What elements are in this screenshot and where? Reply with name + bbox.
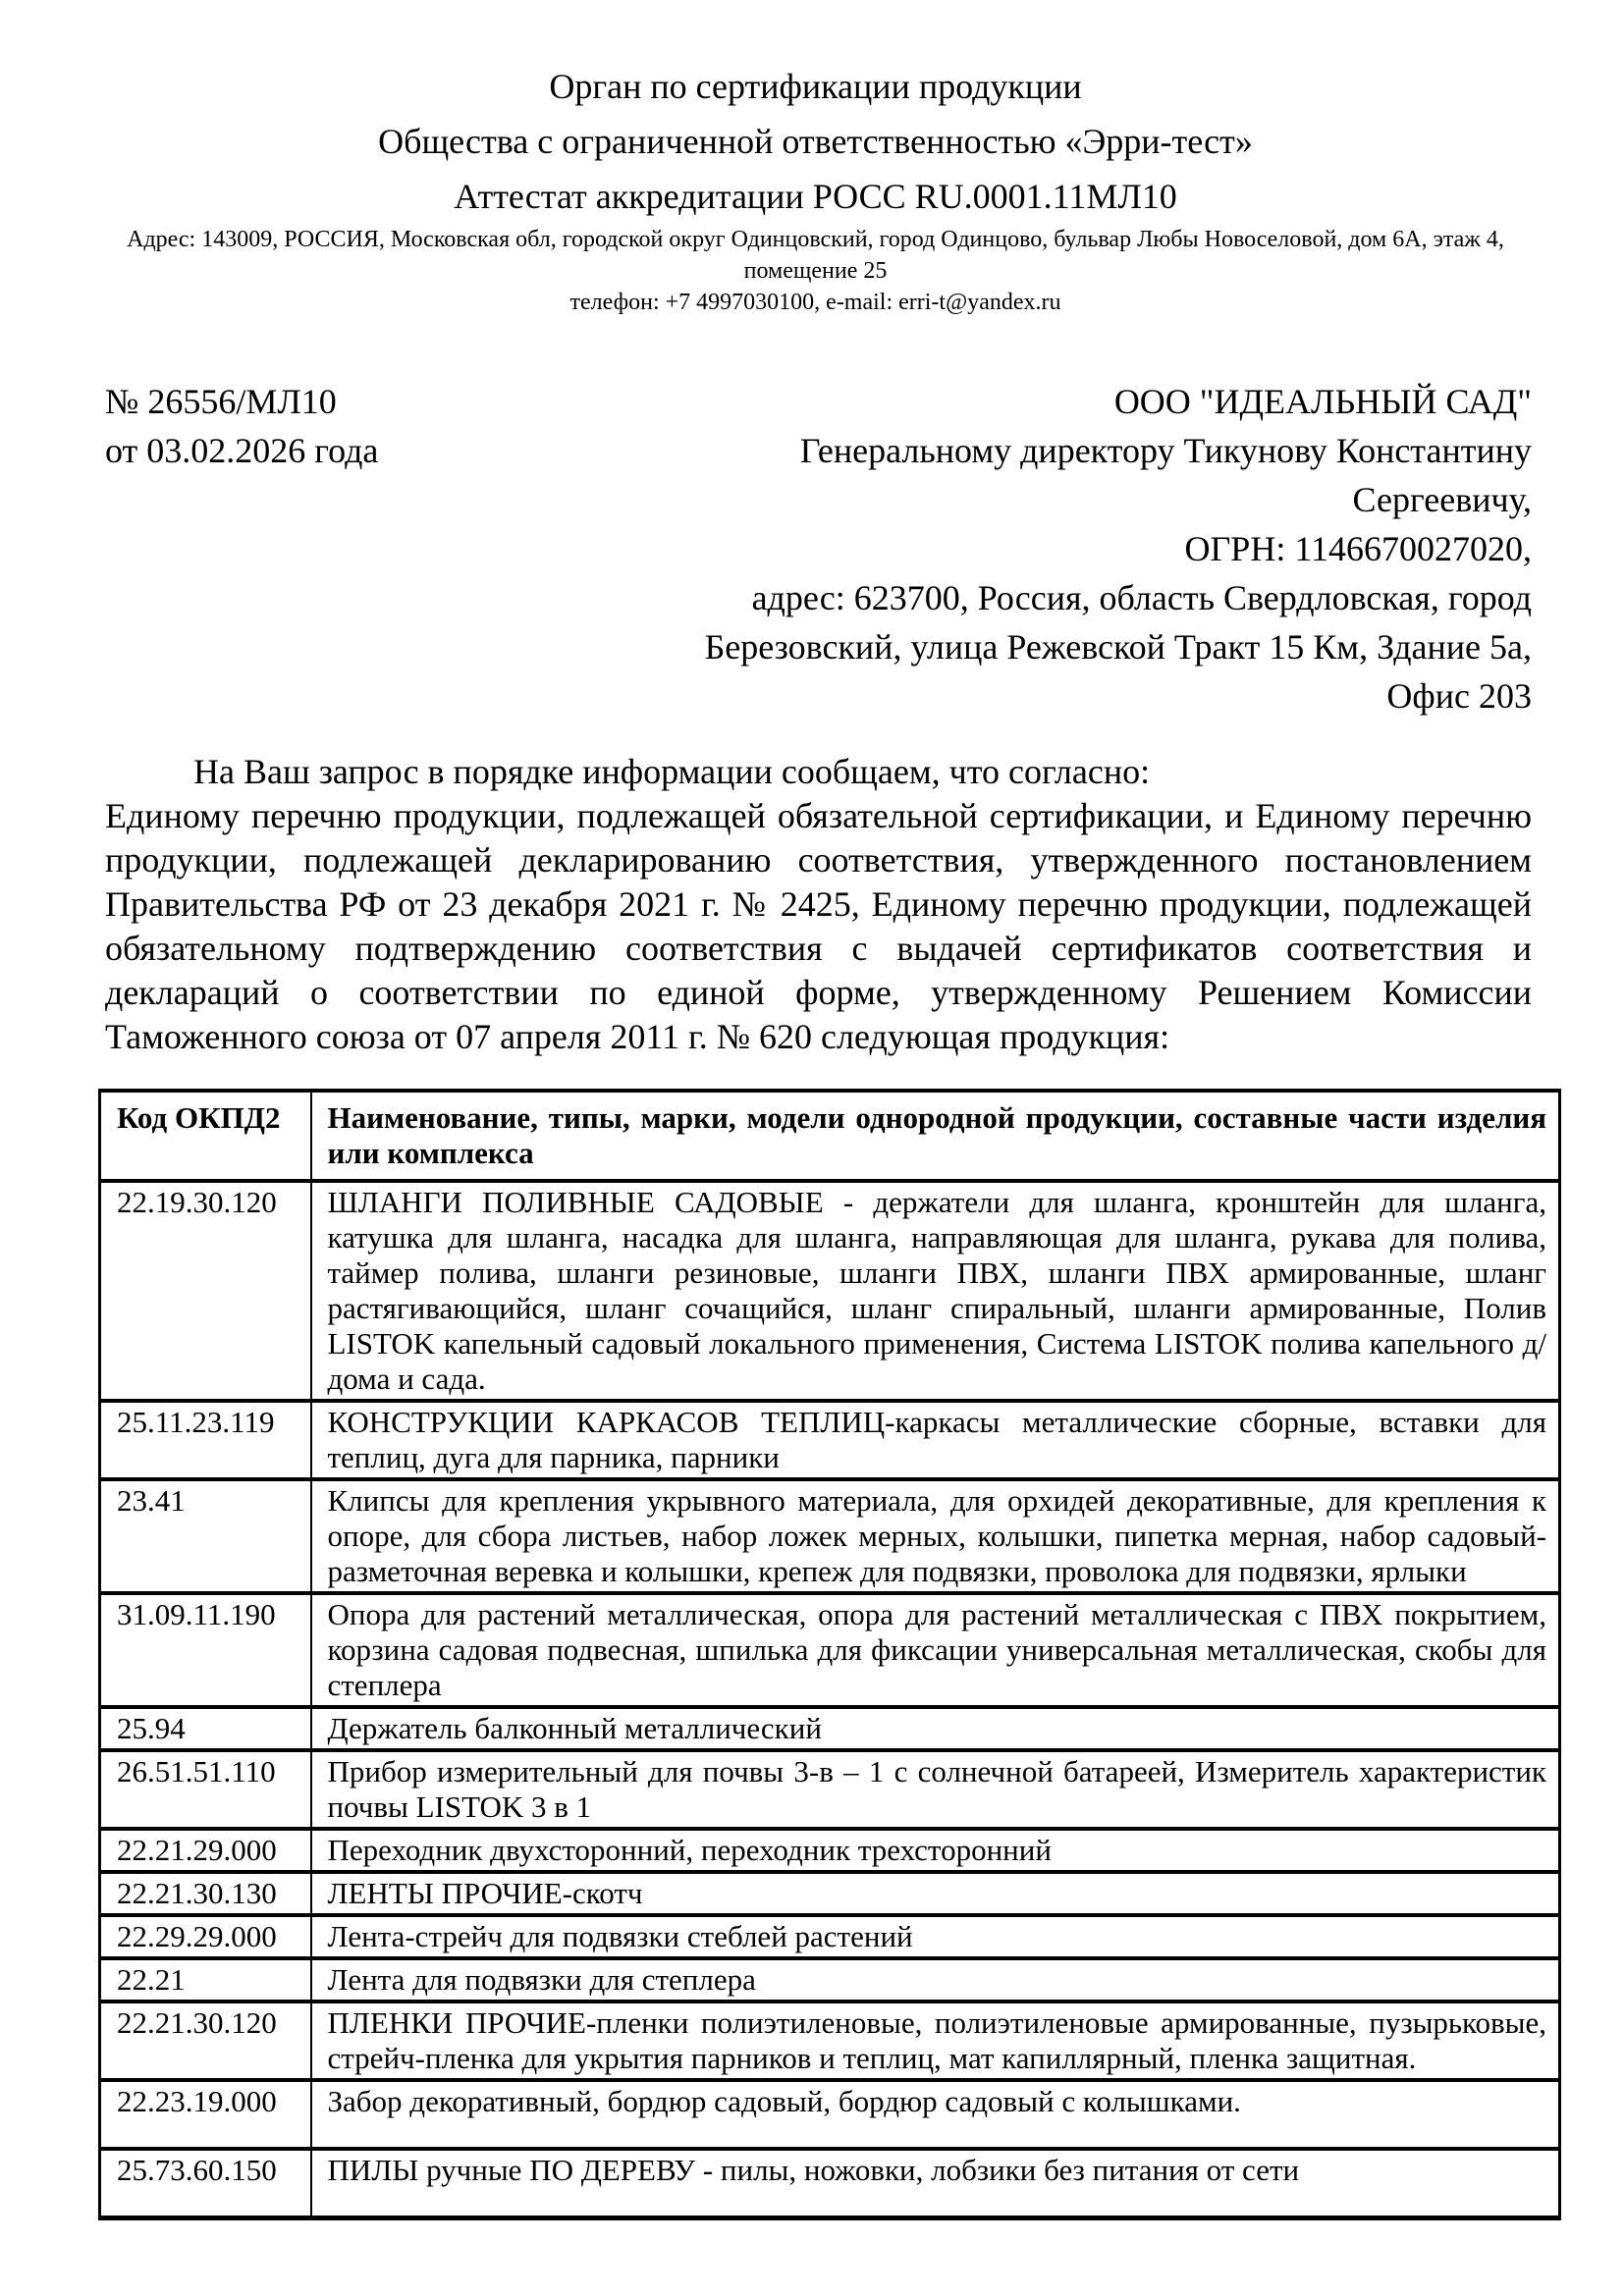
okpd-code-cell: 26.51.51.110 [100, 1750, 311, 1829]
product-description-cell: ПЛЕНКИ ПРОЧИЕ-пленки полиэтиленовые, полиэтиленовые армированные, пузырьковые, стрейч-пленка для укрытия парников и теплиц, мат капиллярный, пленка защитная. [311, 2002, 1560, 2080]
okpd-code-cell: 22.21.29.000 [100, 1829, 311, 1872]
product-description-cell: Держатель балконный металлический [311, 1707, 1560, 1750]
table-row [100, 1479, 1560, 1593]
product-description-cell: Лента-стрейч для подвязки стеблей растений [311, 1915, 1560, 1958]
okpd-code-cell: 22.29.29.000 [100, 1915, 311, 1958]
okpd-code-cell: 22.21 [100, 1958, 311, 2002]
table-row [100, 1750, 1560, 1829]
reference-and-addressee [105, 377, 1532, 721]
addressee-line: Сергеевичу, [1352, 480, 1532, 519]
product-description-cell: Клипсы для крепления укрывного материала, для орхидей декоративные, для крепления к опоре, для сбора листьев, набор ложек мерных, колышки, пипетка мерная, набор садовый-разметочная веревка и колышки, крепеж для подвязки, проволока для подвязки, ярлыки [311, 1479, 1560, 1593]
letter-date: от 03.02.2026 года [105, 431, 379, 470]
letter-number: № 26556/МЛ10 [105, 382, 337, 421]
product-description-cell: ШЛАНГИ ПОЛИВНЫЕ САДОВЫЕ - держатели для шланга, кронштейн для шланга, катушка для шланга, насадка для шланга, направляющая для шланга, рукава для полива, таймер полива, шланги резиновые, шланги ПВХ, шланги ПВХ армированные, шланг растягивающийся, шланг сочащийся, шланг спиральный, шланги армированные, Полив LISTOK капельный садовый локального применения, Система LISTOK полива капельного д/дома и сада. [311, 1181, 1560, 1401]
letterhead-org-name: Общества с ограниченной ответственностью «Эрри-тест» [378, 122, 1253, 161]
okpd-code-cell: 25.94 [100, 1707, 311, 1750]
letterhead-accreditation: Аттестат аккредитации РОСС RU.0001.11МЛ10 [454, 177, 1177, 216]
addressee-line: Офис 203 [1386, 676, 1532, 716]
table-row [100, 1915, 1560, 1958]
okpd-code-cell: 22.23.19.000 [100, 2080, 311, 2149]
addressee-line: ОГРН: 1146670027020, [1184, 529, 1532, 568]
letterhead-org-type: Орган по сертификации продукции [549, 67, 1082, 106]
products-table [98, 1089, 1561, 2220]
addressee-line: ООО "ИДЕАЛЬНЫЙ САД" [1113, 382, 1532, 421]
table-header-code: Код ОКПД2 [100, 1091, 311, 1181]
product-description-cell: Лента для подвязки для степлера [311, 1958, 1560, 2002]
letter-body [105, 750, 1532, 1059]
addressee-line: адрес: 623700, Россия, область Свердловская, город [751, 578, 1532, 617]
okpd-code-cell: 22.19.30.120 [100, 1181, 311, 1401]
table-row [100, 1401, 1560, 1479]
okpd-code-cell: 25.73.60.150 [100, 2149, 311, 2218]
okpd-code-cell: 22.21.30.120 [100, 2002, 311, 2080]
intro-line: На Ваш запрос в порядке информации сообщаем, что согласно: [193, 752, 1151, 791]
table-header-name: Наименование, типы, марки, модели однородной продукции, составные части изделия или комплекса [311, 1091, 1560, 1181]
product-description-cell: Переходник двухсторонний, переходник трехсторонний [311, 1829, 1560, 1872]
table-row [100, 1707, 1560, 1750]
okpd-code-cell: 22.21.30.130 [100, 1872, 311, 1915]
product-description-cell: ЛЕНТЫ ПРОЧИЕ-скотч [311, 1872, 1560, 1915]
letterhead-address-line: Адрес: 143009, РОССИЯ, Московская обл, городской округ Одинцовский, город Одинцово, бульвар Любы Новоселовой, дом 6А, этаж 4, [127, 227, 1504, 252]
okpd-code-cell: 25.11.23.119 [100, 1401, 311, 1479]
products-table-body [100, 1181, 1560, 2218]
product-description-cell: КОНСТРУКЦИИ КАРКАСОВ ТЕПЛИЦ-каркасы металлические сборные, вставки для теплиц, дуга для парника, парники [311, 1401, 1560, 1479]
table-row [100, 1181, 1560, 1401]
table-header-row [100, 1091, 1560, 1181]
reference-block [105, 377, 378, 475]
body-paragraph: Единому перечню продукции, подлежащей обязательной сертификации, и Единому перечню продукции, подлежащей декларированию соответствия, утвержденного постановлением Правительства РФ от 23 декабря 2021 г. № 2425, Единому перечню продукции, подлежащей обязательному подтверждению соответствия с выдачей сертификатов соответствия и деклараций о соответствии по единой форме, утвержденному Решением Комиссии Таможенного союза от 07 апреля 2011 г. № 620 следующая продукция: [105, 796, 1532, 1056]
table-row [100, 1829, 1560, 1872]
table-row [100, 2002, 1560, 2080]
addressee-line: Березовский, улица Режевской Тракт 15 Км, Здание 5а, [704, 627, 1532, 667]
table-row [100, 1593, 1560, 1707]
table-row [100, 2080, 1560, 2149]
okpd-code-cell: 23.41 [100, 1479, 311, 1593]
okpd-code-cell: 31.09.11.190 [100, 1593, 311, 1707]
letterhead [0, 0, 1624, 318]
addressee-line: Генеральному директору Тикунову Константину [799, 431, 1532, 470]
product-description-cell: Прибор измерительный для почвы 3-в – 1 с солнечной батареей, Измеритель характеристик почвы LISTOK 3 в 1 [311, 1750, 1560, 1829]
letterhead-address-line: помещение 25 [743, 258, 888, 284]
letterhead-contacts: телефон: +7 4997030100, e-mail: erri-t@yandex.ru [569, 290, 1061, 315]
product-description-cell: Забор декоративный, бордюр садовый, бордюр садовый с колышками. [311, 2080, 1560, 2149]
table-row [100, 1958, 1560, 2002]
product-description-cell: Опора для растений металлическая, опора для растений металлическая с ПВХ покрытием, корзина садовая подвесная, шпилька для фиксации универсальная металлическая, скобы для степлера [311, 1593, 1560, 1707]
table-row [100, 2149, 1560, 2218]
addressee-block [378, 377, 1532, 721]
table-row [100, 1872, 1560, 1915]
product-description-cell: ПИЛЫ ручные ПО ДЕРЕВУ - пилы, ножовки, лобзики без питания от сети [311, 2149, 1560, 2218]
